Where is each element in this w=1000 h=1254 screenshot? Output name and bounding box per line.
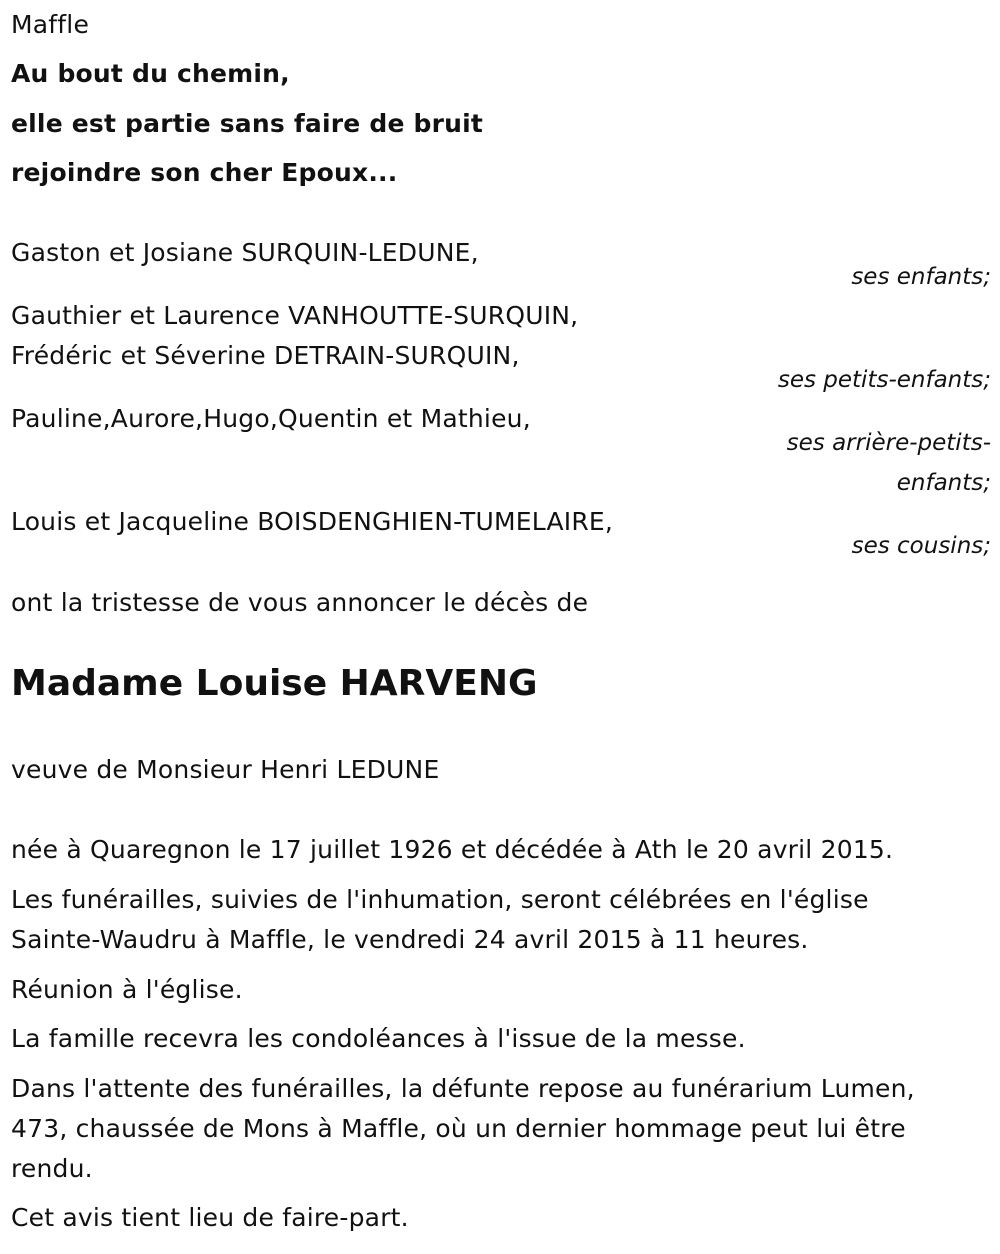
poem-line-1: Au bout du chemin,: [11, 59, 290, 88]
poem-line-3: rejoindre son cher Epoux...: [11, 158, 398, 187]
family-grandchildren-2: Frédéric et Séverine DETRAIN-SURQUIN,: [11, 341, 520, 370]
family-children: Gaston et Josiane SURQUIN-LEDUNE,: [11, 238, 479, 267]
funeral-text-line-1: Les funérailles, suivies de l'inhumation, seront célébrées en l'église: [11, 885, 869, 914]
notice-text: Cet avis tient lieu de faire-part.: [11, 1203, 409, 1232]
rest-text-line-1: Dans l'attente des funérailles, la défunte repose au funérarium Lumen,: [11, 1074, 915, 1103]
announcement-text: ont la tristesse de vous annoncer le décès de: [11, 588, 589, 617]
role-great-grandchildren-line-1: ses arrière-petits-: [786, 430, 991, 456]
rest-text-line-3: rendu.: [11, 1154, 93, 1183]
birth-death-text: née à Quaregnon le 17 juillet 1926 et décédée à Ath le 20 avril 2015.: [11, 835, 894, 864]
family-grandchildren-1: Gauthier et Laurence VANHOUTTE-SURQUIN,: [11, 301, 579, 330]
condolences-text: La famille recevra les condoléances à l'issue de la messe.: [11, 1024, 746, 1053]
deceased-name: Madame Louise HARVENG: [11, 663, 538, 704]
family-great-grandchildren: Pauline,Aurore,Hugo,Quentin et Mathieu,: [11, 404, 531, 433]
role-great-grandchildren-line-2: enfants;: [896, 470, 991, 496]
role-children: ses enfants;: [851, 264, 991, 290]
funeral-text-line-2: Sainte-Waudru à Maffle, le vendredi 24 avril 2015 à 11 heures.: [11, 925, 809, 954]
poem-line-2: elle est partie sans faire de bruit: [11, 109, 484, 138]
meeting-text: Réunion à l'église.: [11, 975, 243, 1004]
role-cousins: ses cousins;: [851, 533, 991, 559]
widow-of-text: veuve de Monsieur Henri LEDUNE: [11, 755, 440, 784]
family-cousins: Louis et Jacqueline BOISDENGHIEN-TUMELAIRE,: [11, 507, 614, 536]
location-label: Maffle: [11, 10, 90, 39]
role-grandchildren: ses petits-enfants;: [777, 367, 991, 393]
rest-text-line-2: 473, chaussée de Mons à Maffle, où un dernier hommage peut lui être: [11, 1114, 906, 1143]
